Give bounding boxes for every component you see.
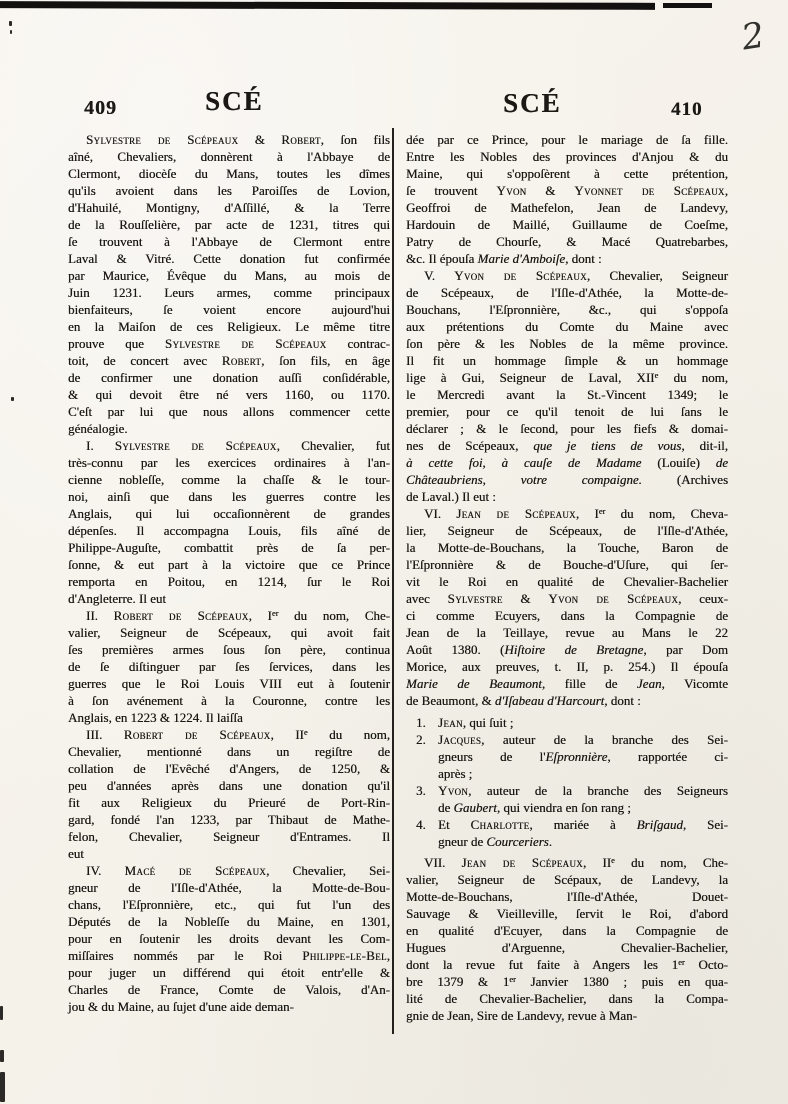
- text-line: peu d'années après dans une donation qu'il: [68, 778, 390, 793]
- ink-speck: [9, 21, 12, 26]
- scan-edge-artifact: [0, 1006, 3, 1020]
- text-line: de ſe diſtinguer par ſes ſervices, dans les: [68, 659, 390, 674]
- text-line: Députés de la Nobleſſe du Maine, en 1301,: [68, 914, 390, 929]
- text-line: Jean de la Teillaye, revue au Mans le 22: [406, 625, 728, 640]
- text-line: II. Robert de Scépeaux, Ier du nom, Che-: [86, 608, 390, 623]
- text-line: de Beaumont, & d'Iſabeau d'Harcourt, dont :: [406, 693, 641, 708]
- children-list: [416, 714, 728, 850]
- page-number-left: 409: [84, 97, 117, 119]
- text-line: par Maurice, Évêque du Mans, au mois de: [68, 268, 390, 283]
- text-line: gard, fondé l'an 1233, par Thibaut de Mathe-: [68, 812, 390, 827]
- text-line: Chevalier, mentionné dans un regiſtre de: [68, 744, 390, 759]
- paragraph: [68, 862, 390, 1015]
- text-line: aîné, Chevaliers, donnèrent à l'Abbaye de: [68, 149, 390, 164]
- text-line: nes de Scépeaux, que je tiens de vous, dit-il,: [406, 438, 728, 453]
- text-line: de Gaubert, qui viendra en ſon rang ;: [438, 800, 631, 815]
- text-line: Clermont, diocèſe du Mans, toutes les dîmes: [68, 166, 390, 181]
- text-line: guerres que le Roi Louis VIII eut à ſoutenir: [68, 676, 390, 691]
- text-line: en la Maiſon de ces Religieux. Le même titre: [68, 319, 390, 334]
- text-line: l'Eſpronnière & de Bouche-d'Uſure, qui ſer-: [406, 557, 728, 572]
- text-line: bre 1379 & 1er Janvier 1380 ; puis en qua-: [406, 974, 728, 989]
- text-line: ſe trouvent Yvon & Yvonnet de Scépeaux,: [406, 183, 728, 198]
- list-item-number: 3.: [416, 783, 426, 798]
- text-line: Juin 1231. Leurs armes, comme principaux: [68, 285, 390, 300]
- text-line: noi, ainſi que dans les guerres contre les: [68, 489, 390, 504]
- ink-speck: [10, 30, 12, 34]
- text-line: le Mercredi avant la St.-Vincent 1349; le: [406, 387, 728, 402]
- text-line: Philippe-Auguſte, combattit près de ſa per-: [68, 540, 390, 555]
- text-line: collation de l'Evêché d'Angers, de 1250, &: [68, 761, 390, 776]
- list-item-number: 1.: [416, 715, 426, 730]
- text-line: avec Sylvestre & Yvon de Scépeaux, ceux-: [406, 591, 728, 606]
- text-line: ſe trouvent à l'Abbaye de Clermont entre: [68, 234, 390, 249]
- text-line: déclarer ; & le ſecond, pour les fiefs & domai-: [406, 421, 728, 436]
- running-title-left: SCÉ: [205, 86, 264, 116]
- list-item: [416, 782, 728, 816]
- text-line: Entre les Nobles des provinces d'Anjou & du: [406, 149, 728, 164]
- text-line: pour en ſoutenir les droits devant les Com-: [68, 931, 390, 946]
- text-line: généalogie.: [68, 421, 128, 436]
- text-line: VII. Jean de Scépeaux, IIe du nom, Che-: [424, 855, 728, 870]
- text-line: vit le Roi en qualité de Chevalier-Bachelier: [406, 574, 728, 589]
- list-item: [416, 731, 728, 782]
- text-line: pour juger un différend qui étoit entr'elle &: [68, 965, 390, 980]
- text-line: cienne nobleſſe, comme la chaſſe & le tour-: [68, 472, 390, 487]
- text-line: Laval & Vitré. Cette donation fut confirmée: [68, 251, 390, 266]
- text-line: eut: [68, 846, 84, 861]
- right-text-column: [406, 131, 728, 1024]
- text-line: dée par ce Prince, pour le mariage de ſa fille.: [406, 132, 728, 147]
- text-line: de Scépeaux, de l'Iſle-d'Athée, la Motte-de-: [406, 285, 728, 300]
- text-line: dépenſes. Il accompagna Louis, fils aîné de: [68, 523, 390, 538]
- text-line: chans, l'Eſpronnière, etc., qui fut l'un des: [68, 897, 390, 912]
- text-line: en qualité d'Ecuyer, dans la Compagnie de: [406, 923, 728, 938]
- text-line: Charles de France, Comte de Valois, d'An-: [68, 982, 390, 997]
- text-line: qu'ils avoient dans les Paroiſſes de Lovion,: [68, 183, 390, 198]
- column-divider-rule: [392, 128, 394, 1034]
- paragraph: [68, 726, 390, 862]
- text-line: de confirmer une donation auſſi conſidérable,: [68, 370, 390, 385]
- text-line: ci comme Ecuyers, dans la Compagnie de: [406, 608, 728, 623]
- text-line: Sylvestre de Scépeaux & Robert, ſon fils: [86, 132, 390, 147]
- text-line: Châteaubriens, votre compaigne. (Archives: [406, 472, 728, 487]
- list-item-number: 2.: [416, 732, 426, 747]
- text-line: &c. Il épouſa Marie d'Amboiſe, dont :: [406, 251, 602, 266]
- text-line: V. Yvon de Scépeaux, Chevalier, Seigneur: [424, 268, 728, 283]
- text-line: d'Hahuilé, Montigny, d'Aſſillé, & la Terre: [68, 200, 390, 215]
- text-line: remporta en Poitou, en 1214, ſur le Roi: [68, 574, 390, 589]
- text-line: Marie de Beaumont, fille de Jean, Vicomte: [406, 676, 728, 691]
- text-line: I. Sylvestre de Scépeaux, Chevalier, fut: [86, 438, 390, 453]
- text-line: Il fit un hommage ſimple & un hommage: [406, 353, 728, 368]
- text-line: valier, Seigneur de Scépaux, de Landevy, la: [406, 872, 728, 887]
- text-line: Patry de Chourſe, & Macé Quatrebarbes,: [406, 234, 728, 249]
- text-line: Bouchans, l'Eſpronnière, &c., qui s'oppoſa: [406, 302, 728, 317]
- list-item: [416, 714, 728, 731]
- text-line: Geoffroi de Mathefelon, Jean de Landevy,: [406, 200, 728, 215]
- list-item-number: 4.: [416, 817, 426, 832]
- text-line: lige à Gui, Seigneur de Laval, XIIe du nom,: [406, 370, 728, 385]
- text-line: de la Rouſſelière, par acte de 1231, titres qui: [68, 217, 390, 232]
- text-line: Jean, qui ſuit ;: [438, 715, 514, 730]
- paragraph: [68, 607, 390, 726]
- text-line: Motte-de-Bouchans, l'Iſle-d'Athée, Douet-: [406, 889, 728, 904]
- text-line: ſes premières armes ſous ſon père, continua: [68, 642, 390, 657]
- text-line: ſon père & les Nobles de la même province.: [406, 336, 728, 351]
- text-line: Août 1380. (Hiſtoire de Bretagne, par Dom: [406, 642, 728, 657]
- text-line: gneur de l'Iſle-d'Athée, la Motte-de-Bou-: [68, 880, 390, 895]
- text-line: Anglais, qui lui occaſionnèrent de grandes: [68, 506, 390, 521]
- paragraph: [406, 267, 728, 505]
- text-line: Et Charlotte, mariée à Briſgaud, Sei-: [438, 817, 728, 832]
- text-line: Hugues d'Arguenne, Chevalier-Bachelier,: [406, 940, 728, 955]
- text-line: de Laval.) Il eut :: [406, 489, 496, 504]
- text-line: valier, Seigneur de Scépeaux, qui avoit fait: [68, 625, 390, 640]
- text-line: à cette foi, à cauſe de Madame (Louiſe) de: [406, 455, 729, 470]
- text-line: Sauvage & Vieilleville, ſervit le Roi, d'abord: [406, 906, 728, 921]
- text-line: très-connu par les exercices ordinaires à l'an-: [68, 455, 390, 470]
- left-text-column: [68, 131, 390, 1015]
- text-line: C'eſt par lui que nous allons commencer cette: [68, 404, 390, 419]
- text-line: fit aux Religieux du Prieuré de Port-Rin-: [68, 795, 390, 810]
- text-line: Morice, aux preuves, t. II, p. 254.) Il épouſa: [406, 659, 728, 674]
- paragraph: [68, 131, 390, 437]
- ink-speck: [11, 397, 14, 401]
- text-line: jou & du Maine, au ſujet d'une aide deman-: [68, 999, 294, 1014]
- text-line: Jacques, auteur de la branche des Sei-: [438, 732, 728, 747]
- page-number-right: 410: [671, 99, 703, 120]
- paragraph: [406, 854, 728, 1024]
- paragraph: [406, 505, 728, 709]
- list-item: [416, 816, 728, 850]
- text-line: toit, de concert avec Robert, ſon fils, en âge: [68, 353, 390, 368]
- text-line: premier, pour ce qu'il tenoit de lui ſans le: [406, 404, 728, 419]
- text-line: aux prétentions du Comte du Maine avec: [406, 319, 728, 334]
- text-line: gneur de Courceriers.: [438, 834, 552, 849]
- text-line: à ſon avénement à la Couronne, contre les: [68, 693, 390, 708]
- text-line: felon, Chevalier, Seigneur d'Entrames. Il: [68, 829, 390, 844]
- text-line: ſonne, & eut part à la victoire que ce Prince: [68, 557, 390, 572]
- scan-edge-artifact: [0, 1, 655, 10]
- text-line: IV. Macé de Scépeaux, Chevalier, Sei-: [86, 863, 390, 878]
- text-line: Hardouin de Maillé, Guillaume de Coeſme,: [406, 217, 728, 232]
- paragraph: [68, 437, 390, 607]
- scan-edge-artifact: [663, 3, 712, 8]
- paragraph: [406, 131, 728, 267]
- text-line: prouve que Sylvestre de Scépeaux contrac-: [68, 336, 390, 351]
- text-line: gnie de Jean, Sire de Landevy, revue à Man-: [406, 1008, 637, 1023]
- text-line: III. Robert de Scépeaux, IIe du nom,: [86, 727, 390, 742]
- text-line: bienfaiteurs, ſe voient encore aujourd'hui: [68, 302, 390, 317]
- text-line: & qui devoit être né vers 1160, ou 1170.: [68, 387, 390, 402]
- scan-edge-artifact: [0, 1050, 4, 1062]
- scan-edge-artifact: [0, 1072, 5, 1102]
- text-line: la Motte-de-Bouchans, la Touche, Baron de: [406, 540, 728, 555]
- text-line: Maine, qui s'oppoſèrent à cette prétention,: [406, 166, 728, 181]
- text-line: lité de Chevalier-Bachelier, dans la Compa-: [406, 991, 728, 1006]
- text-line: miſſaires nommés par le Roi Philippe-le-Bel,: [68, 948, 390, 963]
- running-title-right: SCÉ: [503, 88, 562, 118]
- text-line: VI. Jean de Scépeaux, Ier du nom, Cheva-: [424, 506, 728, 521]
- text-line: gneurs de l'Eſpronnière, rapportée ci-: [438, 749, 728, 764]
- handwritten-page-number: 2: [738, 15, 768, 59]
- text-line: après ;: [438, 766, 473, 781]
- text-line: d'Angleterre. Il eut: [68, 591, 166, 606]
- text-line: dont la revue fut faite à Angers les 1er Octo-: [406, 957, 728, 972]
- text-line: lier, Seigneur de Scépeaux, de l'Iſle-d'Athée,: [406, 523, 728, 538]
- text-line: Anglais, en 1223 & 1224. Il laiſſa: [68, 710, 243, 725]
- text-line: Yvon, auteur de la branche des Seigneurs: [438, 783, 728, 798]
